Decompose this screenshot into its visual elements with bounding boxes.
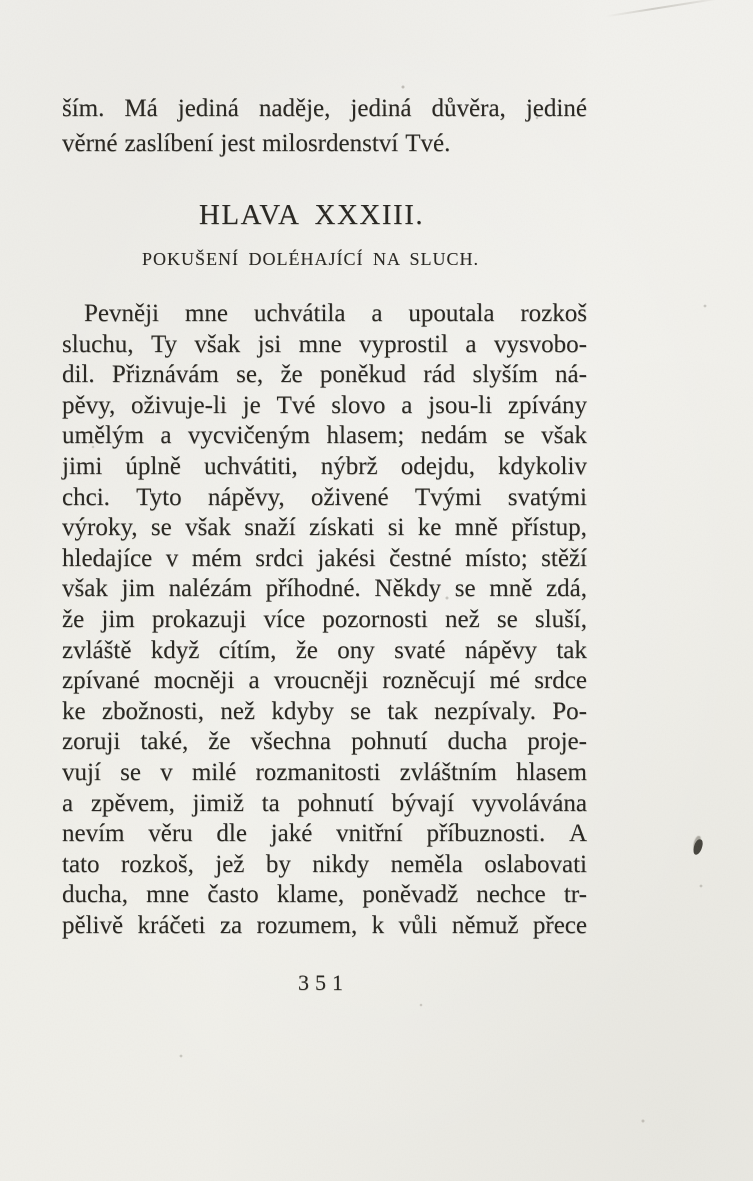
text-line: zvláště když cítím, že ony svaté nápěvy tak <box>62 636 587 664</box>
text-line: nevím věru dle jaké vnitřní příbuznosti. A <box>62 820 587 848</box>
text-line: však jim nalézám příhodné. Někdy se mně zdá, <box>62 575 587 603</box>
chapter-body-paragraph <box>62 299 587 941</box>
text-line: Pevněji mne uchvátila a upoutala rozkoš <box>84 300 587 327</box>
text-line: ke zbožnosti, než kdyby se tak nezpívaly. Po- <box>62 697 587 725</box>
page-number: 351 <box>298 970 349 995</box>
chapter-subheading: POKUŠENÍ DOLÉHAJÍCÍ NA SLUCH. <box>141 249 479 269</box>
text-line: vují se v milé rozmanitosti zvláštním hlasem <box>62 758 587 786</box>
text-line: umělým a vycvičeným hlasem; nedám se však <box>62 422 587 450</box>
text-line: zoruji také, že všechna pohnutí ducha proje- <box>62 728 587 756</box>
text-line: zpívané mocněji a vroucněji rozněcují mé srdce <box>62 667 587 695</box>
text-line: chci. Tyto nápěvy, oživené Tvými svatými <box>62 483 587 511</box>
text-line: tato rozkoš, jež by nikdy neměla oslabovati <box>62 850 587 878</box>
paper-speckles <box>0 0 2 2</box>
text-line: výroky, se však snaží získati si ke mně přístup, <box>62 514 587 542</box>
text-line: jimi úplně uchvátiti, nýbrž odejdu, kdykoliv <box>62 452 587 480</box>
text-line: pělivě kráčeti za rozumem, k vůli němuž přece <box>62 911 587 939</box>
paragraph-fragment <box>62 91 587 161</box>
text-line: ducha, mne často klame, poněvadž nechce tr- <box>62 881 587 909</box>
text-line: věrné zaslíbení jest milosrdenství Tvé. <box>62 130 451 157</box>
chapter-heading: HLAVA XXXIII. <box>198 199 425 231</box>
paper-scratch-mark <box>606 0 725 17</box>
text-line: ším. Má jediná naděje, jediná důvěra, jediné <box>62 95 587 122</box>
text-line: dil. Přiznávám se, že poněkud rád slyším ná- <box>62 361 587 389</box>
text-line: pěvy, oživuje-li je Tvé slovo a jsou-li zpívány <box>62 391 587 419</box>
text-line: že jim prokazuji více pozornosti než se sluší, <box>62 605 587 633</box>
ink-blot-mark <box>692 838 704 855</box>
text-line: sluchu, Ty však jsi mne vyprostil a vysvobo- <box>62 330 587 358</box>
text-line: hledajíce v mém srdci jakési čestné místo; stěží <box>62 544 587 572</box>
text-line: a zpěvem, jimiž ta pohnutí bývají vyvolávána <box>62 789 587 817</box>
